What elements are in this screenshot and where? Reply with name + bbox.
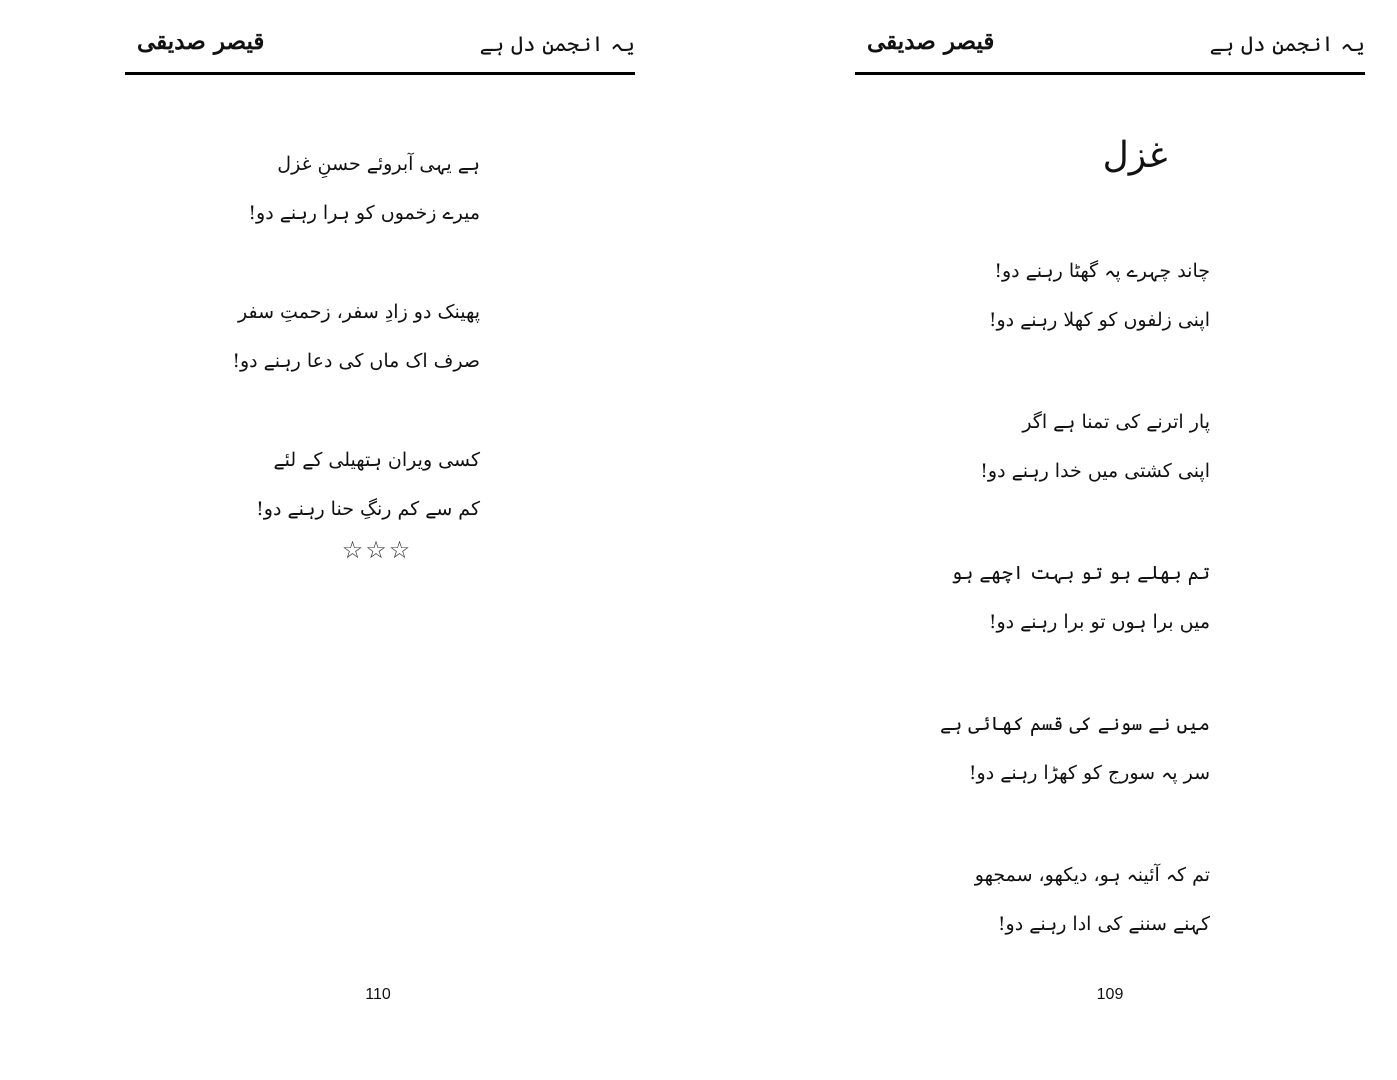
couplet xyxy=(248,140,480,238)
verse-line: تم کہ آئینہ ہو، دیکھو، سمجھو xyxy=(974,864,1210,886)
poem-title: غزل xyxy=(1102,135,1168,176)
poem-body xyxy=(939,247,1210,1002)
verse-line: کسی ویران ہتھیلی کے لئے xyxy=(273,449,480,471)
verse-line: تم بھلے ہو تو بہت اچھے ہو xyxy=(951,562,1210,584)
couplet xyxy=(974,851,1210,949)
page-right xyxy=(825,0,1397,1080)
verse-line: سر پہ سورج کو کھڑا رہنے دو! xyxy=(968,762,1210,784)
couplet xyxy=(988,247,1210,345)
couplet xyxy=(939,700,1210,798)
verse-line: صرف اک ماں کی دعا رہنے دو! xyxy=(232,350,480,372)
verse-line: اپنی کشتی میں خدا رہنے دو! xyxy=(980,460,1210,482)
end-of-poem-stars: ☆☆☆ xyxy=(341,536,413,564)
verse-line: کم سے کم رنگِ حنا رہنے دو! xyxy=(256,498,480,520)
book-title: یہ انجمن دل ہے xyxy=(479,32,635,56)
verse-line: میرے زخموں کو ہرا رہنے دو! xyxy=(248,202,480,224)
running-head xyxy=(855,20,1365,75)
couplet xyxy=(256,436,480,534)
verse-line: اپنی زلفوں کو کھلا رہنے دو! xyxy=(988,309,1210,331)
poem-continuation xyxy=(232,140,480,584)
verse-line: چاند چہرے پہ گھٹا رہنے دو! xyxy=(994,260,1210,282)
verse-line: کہنے سننے کی ادا رہنے دو! xyxy=(997,913,1210,935)
running-head xyxy=(125,20,635,75)
page-left xyxy=(95,0,715,1080)
couplet xyxy=(232,288,480,386)
author-name: قیصر صدیقی xyxy=(137,28,265,55)
verse-line: ہے یہی آبروئے حسنِ غزل xyxy=(277,153,480,175)
book-title: یہ انجمن دل ہے xyxy=(1209,32,1365,56)
couplet xyxy=(951,549,1210,647)
verse-line: پار اترنے کی تمنا ہے اگر xyxy=(1022,411,1210,433)
verse-line: میں نے سونے کی قسم کھائی ہے xyxy=(939,713,1210,735)
page-number: 109 xyxy=(1096,986,1124,1003)
verse-line: پھینک دو زادِ سفر، زحمتِ سفر xyxy=(238,301,480,323)
page-number: 110 xyxy=(365,986,391,1003)
couplet xyxy=(980,398,1210,496)
verse-line: میں برا ہوں تو برا رہنے دو! xyxy=(988,611,1210,633)
author-name: قیصر صدیقی xyxy=(867,28,995,55)
